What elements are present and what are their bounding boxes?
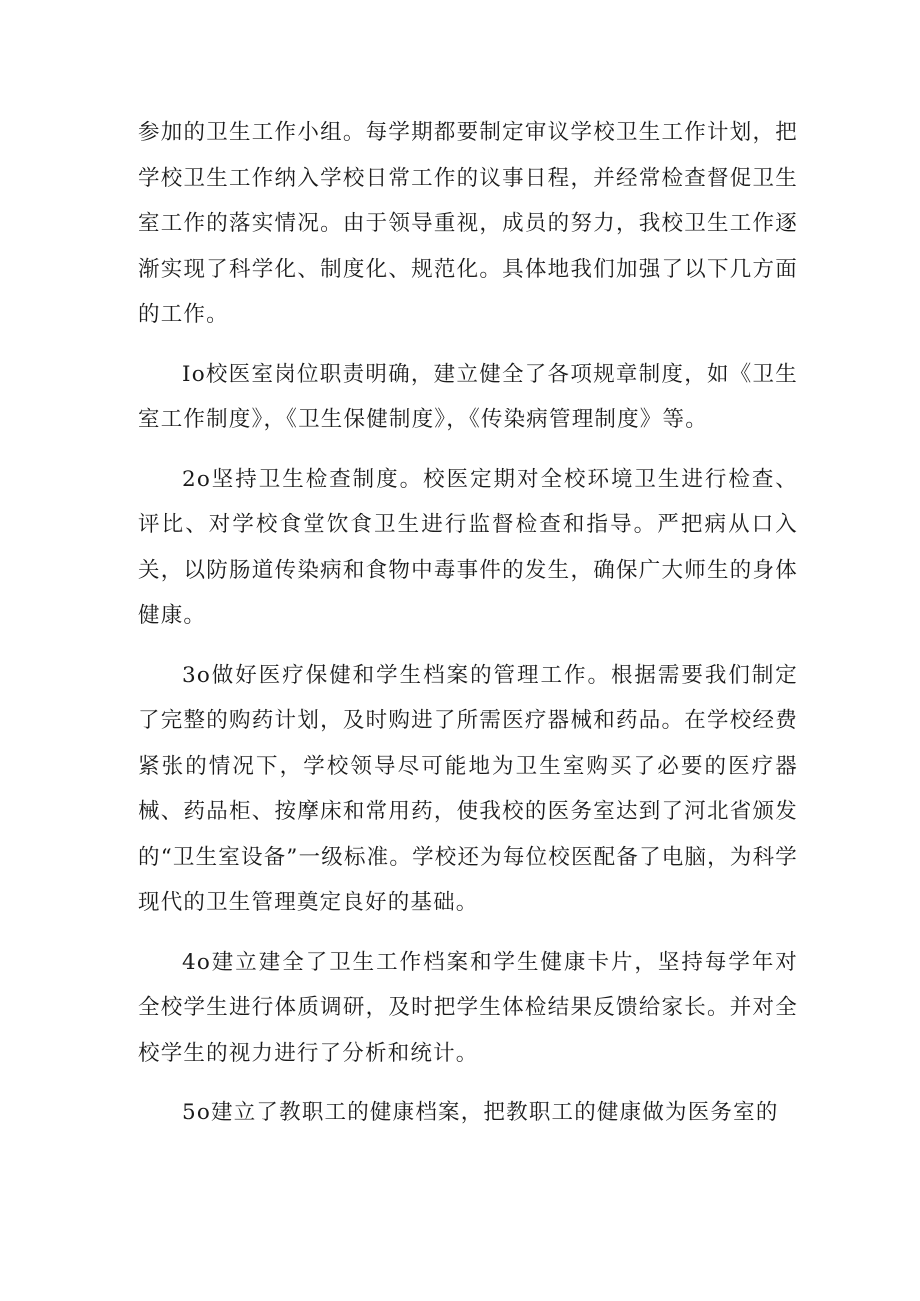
paragraph-item-2: 2o坚持卫生检查制度。校医定期对全校环境卫生进行检查、评比、对学校食堂饮食卫生进行监督检查和指导。严把病从口入关，以防肠道传染病和食物中毒事件的发生，确保广大师生的身体健康。 (138, 466, 798, 628)
paragraph-item-1: Io校医室岗位职责明确，建立健全了各项规章制度，如《卫生室工作制度》，《卫生保健制度》，《传染病管理制度》等。 (138, 361, 798, 432)
paragraph-intro: 参加的卫生工作小组。每学期都要制定审议学校卫生工作计划，把学校卫生工作纳入学校日常工作的议事日程，并经常检查督促卫生室工作的落实情况。由于领导重视，成员的努力，我校卫生工作逐渐实现了科学化、制度化、规范化。具体地我们加强了以下几方面的工作。 (138, 120, 798, 327)
paragraph-item-4: 4o建立建全了卫生工作档案和学生健康卡片，坚持每学年对全校学生进行体质调研，及时把学生体检结果反馈给家长。并对全校学生的视力进行了分析和统计。 (138, 949, 798, 1066)
document-body (138, 110, 798, 1150)
paragraph-item-3: 3o做好医疗保健和学生档案的管理工作。根据需要我们制定了完整的购药计划，及时购进了所需医疗器械和药品。在学校经费紧张的情况下，学校领导尽可能地为卫生室购买了必要的医疗器械、药品柜、按摩床和常用药，使我校的医务室达到了河北省颁发的“卫生室设备”一级标准。学校还为每位校医配备了电脑，为科学现代的卫生管理奠定良好的基础。 (138, 662, 798, 915)
paragraph-item-5: 5o建立了教职工的健康档案，把教职工的健康做为医务室的 (182, 1100, 779, 1125)
